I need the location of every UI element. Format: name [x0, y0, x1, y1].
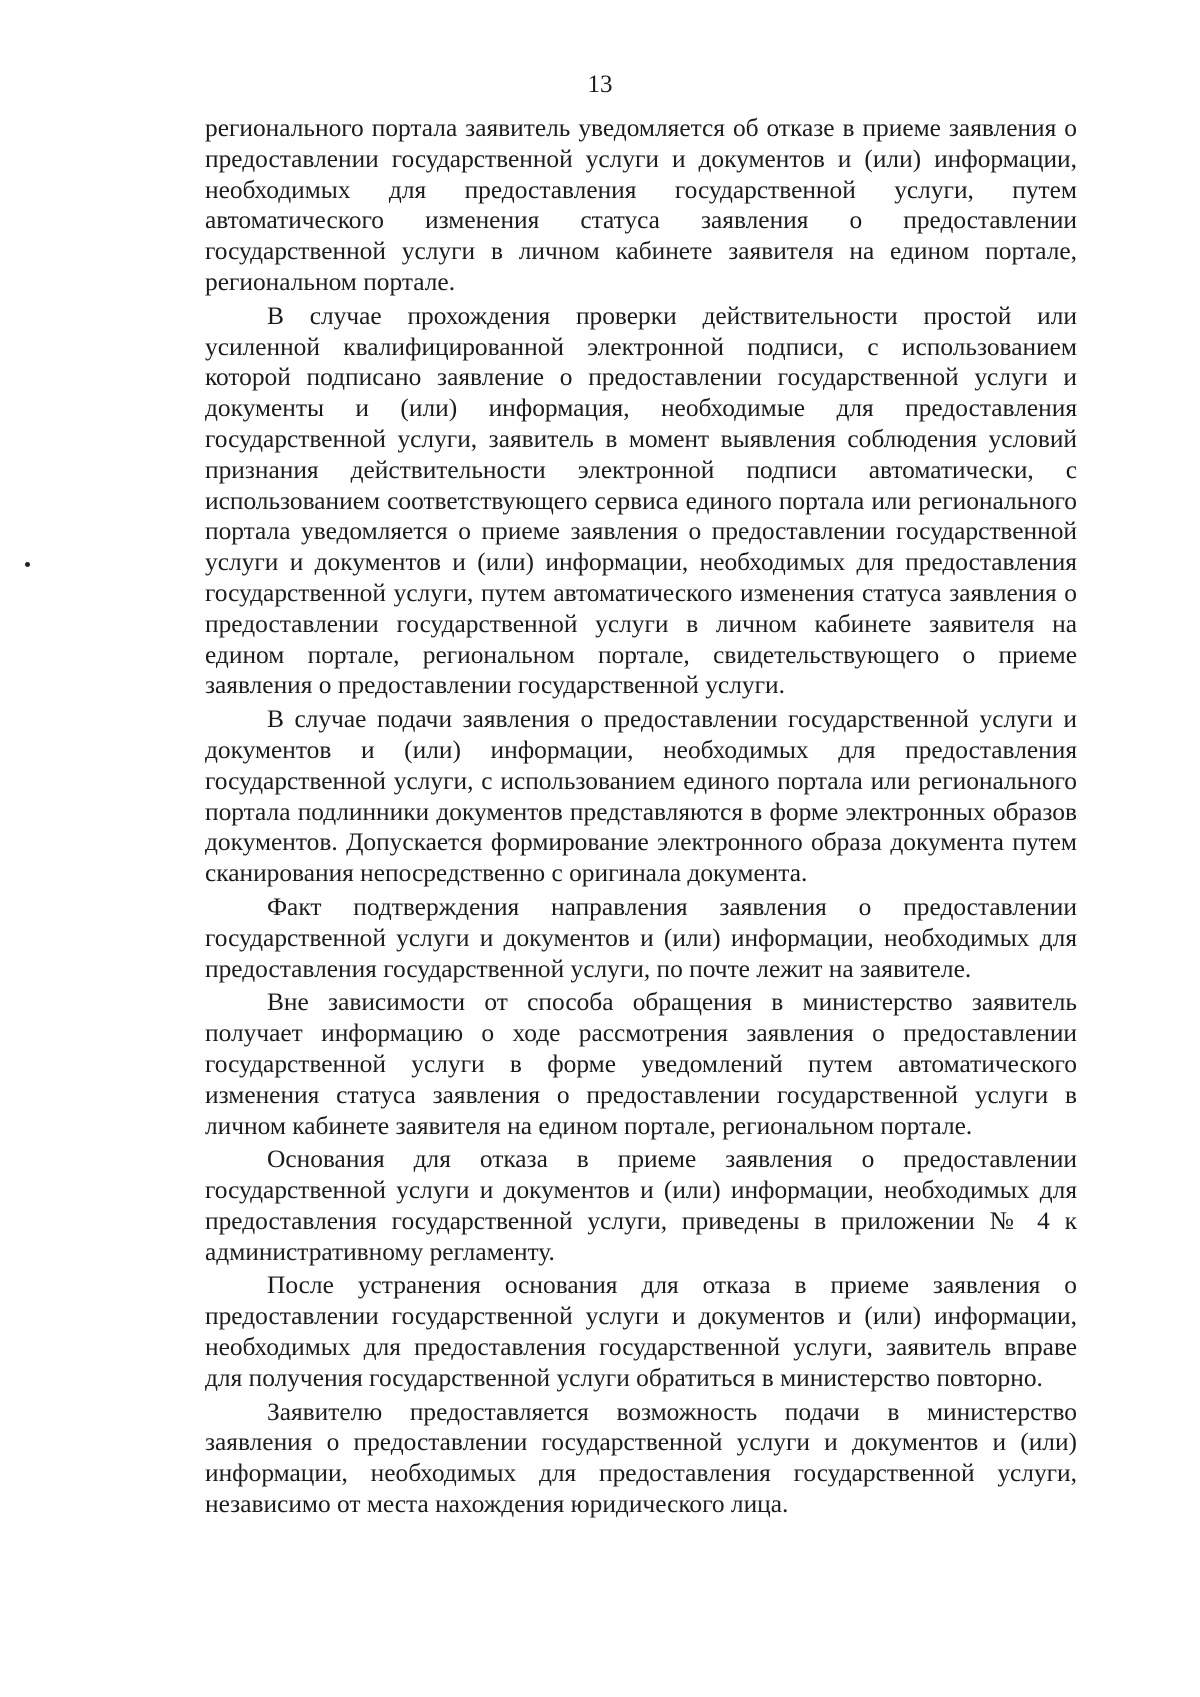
paragraph-5: Вне зависимости от способа обращения в министерство заявитель получает информацию о ходе рассмотрения заявления о предоставлении государственной услуги в форме уведомлений путем автоматического изменения статуса заявления о предоставлении государственной услуги в личном кабинете заявителя на едином портале, региональном портале. — [205, 988, 1077, 1140]
scan-artifact-dot — [25, 562, 30, 567]
page-number: 13 — [587, 71, 613, 98]
document-body — [205, 113, 1077, 1523]
paragraph-3: В случае подачи заявления о предоставлении государственной услуги и документов и (или) информации, необходимых для предоставления государственной услуги, с использованием единого портала или регионального портала подлинники документов представляются в форме электронных образов документов. Допускается формирование электронного образа документа путем сканирования непосредственно с оригинала документа. — [205, 705, 1077, 888]
paragraph-2: В случае прохождения проверки действительности простой или усиленной квалифицированной электронной подписи, с использованием которой подписано заявление о предоставлении государственной услуги и документы и (или) информация, необходимые для предоставления государственной услуги, заявитель в момент выявления соблюдения условий признания действительности электронной подписи автоматически, с использованием соответствующего сервиса единого портала или регионального портала уведомляется о приеме заявления о предоставлении государственной услуги и документов и (или) информации, необходимых для предоставления государственной услуги, путем автоматического изменения статуса заявления о предоставлении государственной услуги в личном кабинете заявителя на едином портале, региональном портале, свидетельствующего о приеме заявления о предоставлении государственной услуги. — [205, 301, 1077, 700]
paragraph-1: регионального портала заявитель уведомляется об отказе в приеме заявления о предоставлении государственной услуги и документов и (или) информации, необходимых для предоставления государственной услуги, путем автоматического изменения статуса заявления о предоставлении государственной услуги в личном кабинете заявителя на едином портале, региональном портале. — [205, 114, 1077, 296]
paragraph-6: Основания для отказа в приеме заявления о предоставлении государственной услуги и документов и (или) информации, необходимых для предоставления государственной услуги, приведены в приложении № 4 к административному регламенту. — [205, 1145, 1077, 1266]
paragraph-7: После устранения основания для отказа в приеме заявления о предоставлении государственной услуги и документов и (или) информации, необходимых для предоставления государственной услуги, заявитель вправе для получения государственной услуги обратиться в министерство повторно. — [205, 1271, 1077, 1392]
paragraph-4: Факт подтверждения направления заявления о предоставлении государственной услуги и документов и (или) информации, необходимых для предоставления государственной услуги, по почте лежит на заявителе. — [205, 892, 1077, 983]
paragraph-8: Заявителю предоставляется возможность подачи в министерство заявления о предоставлении государственной услуги и документов и (или) информации, необходимых для предоставления государственной услуги, независимо от места нахождения юридического лица. — [205, 1397, 1077, 1519]
